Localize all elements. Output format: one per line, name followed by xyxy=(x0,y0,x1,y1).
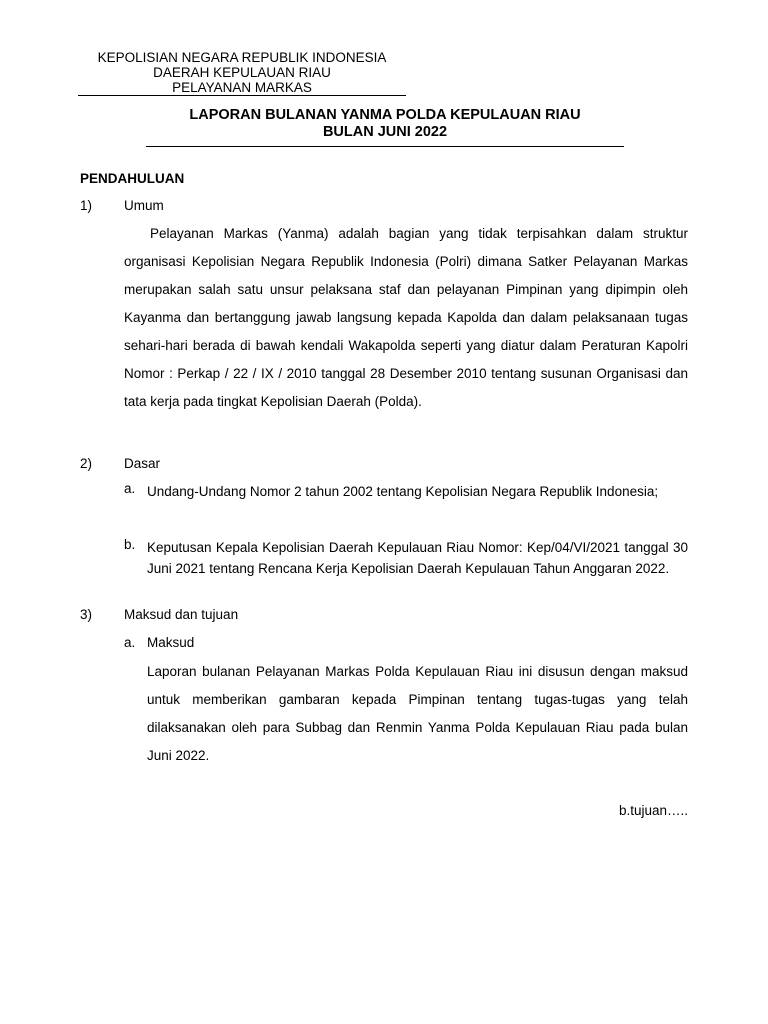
section-number-3: 3) xyxy=(80,607,93,622)
umum-paragraph-text: Pelayanan Markas (Yanma) adalah bagian yang tidak terpisahkan dalam struktur organisasi Kepolisian Negara Republik Indonesia (Polri) dimana Satker Pelayanan Markas merupakan salah satu unsur pelaksana staf dan pelayanan Pimpinan yang dipimpin oleh Kayanma dan bertanggung jawab langsung kepada Kapolda dan dalam pelaksanaan tugas sehari-hari berada di bawah kendali Wakapolda seperti yang diatur dalam Peraturan Kapolri Nomor : Perkap / 22 / IX / 2010 tanggal 28 Desember 2010 tentang susunan Organisasi dan tata kerja pada tingkat Kepolisian Daerah (Polda). xyxy=(124,226,688,409)
letterhead-line-1: KEPOLISIAN NEGARA REPUBLIK INDONESIA xyxy=(97,50,387,65)
section-number-1: 1) xyxy=(80,198,93,213)
report-title-line-1: LAPORAN BULANAN YANMA POLDA KEPULAUAN RIAU xyxy=(189,107,581,123)
title-underline xyxy=(146,146,624,147)
maksud-letter: a. xyxy=(124,635,136,650)
umum-paragraph xyxy=(124,220,688,416)
dasar-item-a-text: Undang-Undang Nomor 2 tahun 2002 tentang Kepolisian Negara Republik Indonesia; xyxy=(147,484,659,499)
maksud-label: Maksud xyxy=(147,635,195,650)
report-title xyxy=(146,107,624,141)
section-number-2: 2) xyxy=(80,456,93,471)
letterhead xyxy=(78,50,406,95)
continuation-marker: b.tujuan….. xyxy=(618,803,688,818)
letterhead-line-2: DAERAH KEPULAUAN RIAU xyxy=(153,65,331,80)
section-label-dasar: Dasar xyxy=(124,456,161,471)
section-label-umum: Umum xyxy=(124,198,164,213)
letterhead-underline xyxy=(78,95,406,96)
dasar-item-a-letter: a. xyxy=(124,481,136,496)
section-label-maksud-tujuan: Maksud dan tujuan xyxy=(124,607,239,622)
letterhead-line-3: PELAYANAN MARKAS xyxy=(172,80,312,95)
dasar-item-b-letter: b. xyxy=(124,537,136,552)
report-title-line-2: BULAN JUNI 2022 xyxy=(322,124,448,140)
section-heading: PENDAHULUAN xyxy=(80,171,185,186)
maksud-paragraph: Laporan bulanan Pelayanan Markas Polda Kepulauan Riau ini disusun dengan maksud untuk memberikan gambaran kepada Pimpinan tentang tugas-tugas yang telah dilaksanakan oleh para Subbag dan Renmin Yanma Polda Kepulauan Riau pada bulan Juni 2022. xyxy=(147,664,688,763)
dasar-item-b-text: Keputusan Kepala Kepolisian Daerah Kepulauan Riau Nomor: Kep/04/VI/2021 tanggal 30 Juni 2021 tentang Rencana Kerja Kepolisian Daerah Kepulauan Tahun Anggaran 2022. xyxy=(147,540,688,576)
